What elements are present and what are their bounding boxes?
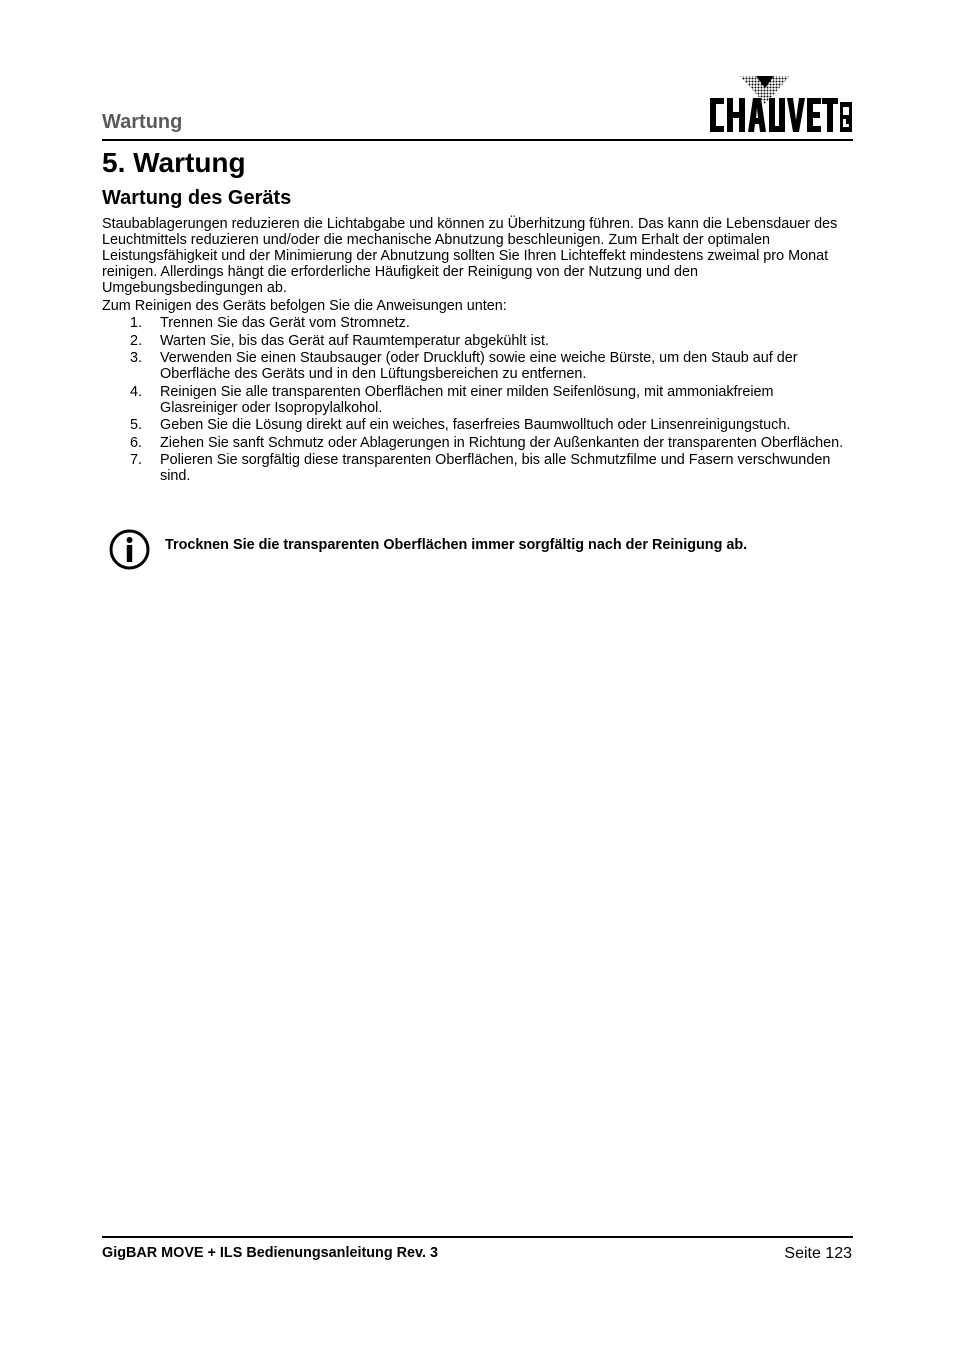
intro-paragraph: Staubablagerungen reduzieren die Lichtabgabe und können zu Überhitzung führen. Das kann die Lebensdauer des Leuchtmittels reduzieren und/oder die mechanische Abnutzung beschleunigen. Zum Erhalt der optimalen Leistungsfähigkeit und der Minimierung der Abnutzung sollten Sie Ihren Lichteffekt mindestens zweimal pro Monat reinigen. Allerdings hängt die erforderliche Häufigkeit der Reinigung von der Nutzung und den Umgebungsbedingungen ab. xyxy=(102,216,838,296)
list-item xyxy=(102,315,852,331)
step-text: Warten Sie, bis das Gerät auf Raumtemperatur abgekühlt ist. xyxy=(160,332,549,349)
list-item xyxy=(102,350,852,382)
step-text: Geben Sie die Lösung direkt auf ein weiches, faserfreies Baumwolltuch oder Linsenreinigungstuch. xyxy=(160,417,791,433)
list-item xyxy=(102,452,852,484)
header-rule xyxy=(102,139,853,141)
step-text: Trennen Sie das Gerät vom Stromnetz. xyxy=(160,315,410,331)
step-number: 6. xyxy=(130,434,143,451)
page-title: 5. Wartung xyxy=(102,147,246,178)
step-number: 5. xyxy=(130,417,143,433)
list-item xyxy=(102,333,852,349)
footer-rule xyxy=(102,1236,853,1238)
step-number: 3. xyxy=(130,350,143,366)
step-text: Reinigen Sie alle transparenten Oberflächen mit einer milden Seifenlösung, mit ammoniakfreiem Glasreiniger oder Isopropylalkohol. xyxy=(160,383,774,416)
list-item xyxy=(102,417,852,433)
step-text: Ziehen Sie sanft Schmutz oder Ablagerungen in Richtung der Außenkanten der transparenten Oberflächen. xyxy=(160,434,844,451)
chauvet-dj-logo xyxy=(706,74,854,138)
step-number: 4. xyxy=(130,383,143,400)
instructions-lead: Zum Reinigen des Geräts befolgen Sie die Anweisungen unten: xyxy=(102,298,507,314)
list-item xyxy=(102,384,852,416)
step-number: 7. xyxy=(130,452,143,468)
list-item xyxy=(102,435,852,451)
cleaning-steps-list xyxy=(102,315,852,486)
footer-manual-title: GigBAR MOVE + ILS Bedienungsanleitung Rev. 3 xyxy=(102,1245,438,1261)
step-number: 1. xyxy=(130,315,143,331)
step-number: 2. xyxy=(130,332,143,349)
step-text: Polieren Sie sorgfältig diese transparenten Oberflächen, bis alle Schmutzfilme und Fasern verschwunden sind. xyxy=(160,452,831,484)
note-text: Trocknen Sie die transparenten Oberflächen immer sorgfältig nach der Reinigung ab. xyxy=(165,537,748,553)
section-title: Wartung des Geräts xyxy=(102,187,292,209)
info-icon xyxy=(109,529,150,570)
footer-page-number: Seite 123 xyxy=(784,1245,852,1262)
header-section-label: Wartung xyxy=(102,111,183,133)
step-text: Verwenden Sie einen Staubsauger (oder Druckluft) sowie eine weiche Bürste, um den Staub auf der Oberfläche des Geräts und in den Lüftungsbereichen zu entfernen. xyxy=(160,350,798,382)
